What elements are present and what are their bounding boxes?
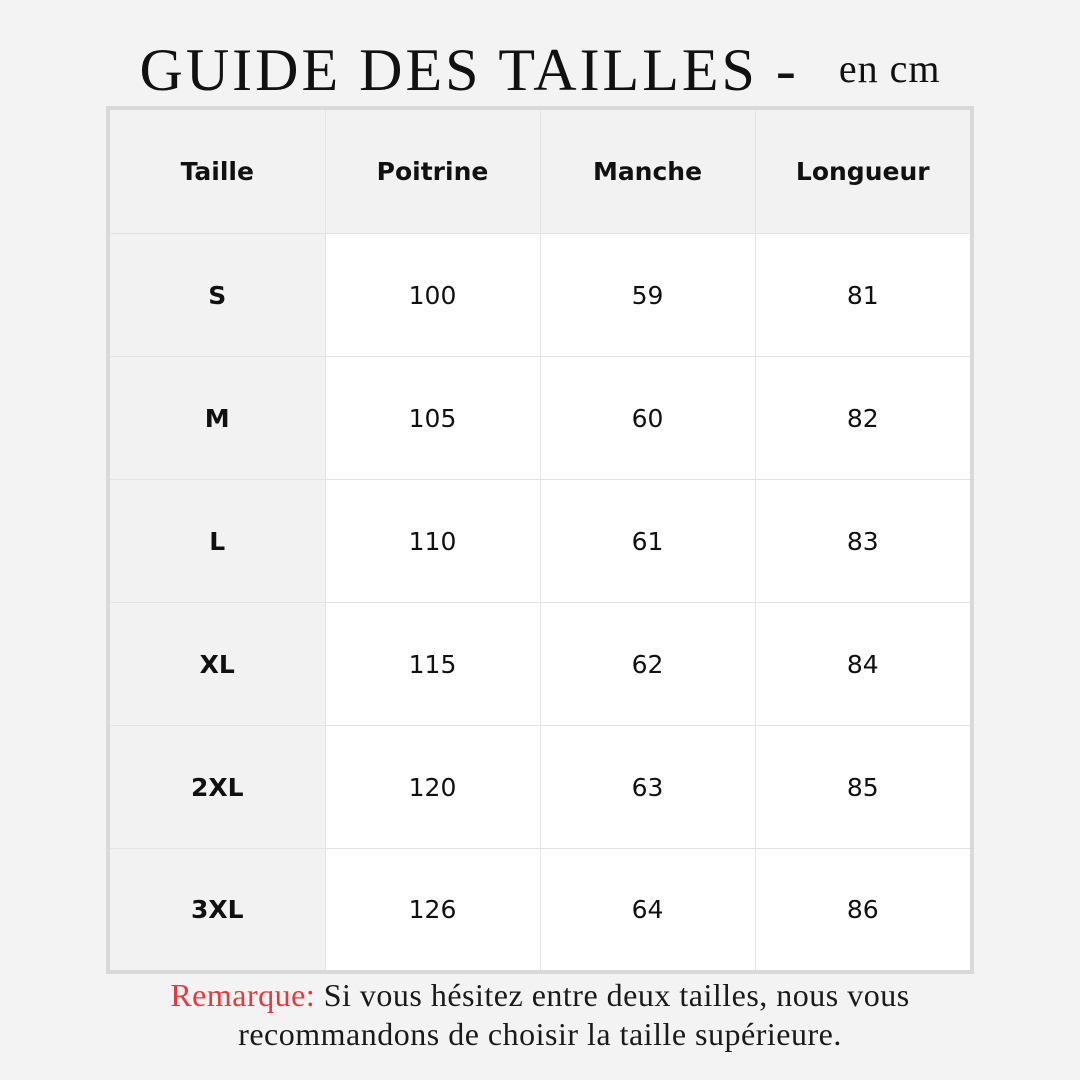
table-row: [110, 357, 970, 480]
size-note: [0, 976, 1080, 1054]
manche-cell: 63: [540, 726, 755, 849]
page-title: [0, 36, 1080, 105]
table-row: [110, 849, 970, 970]
header-taille: Taille: [110, 110, 325, 234]
size-cell: 2XL: [110, 726, 325, 849]
size-cell: 3XL: [110, 849, 325, 970]
longueur-cell: 81: [755, 234, 970, 357]
size-cell: XL: [110, 603, 325, 726]
longueur-cell: 83: [755, 480, 970, 603]
note-line-2: recommandons de choisir la taille supérieure.: [238, 1016, 842, 1052]
poitrine-cell: 115: [325, 603, 540, 726]
note-text-1: Si vous hésitez entre deux tailles, nous vous: [315, 977, 910, 1013]
header-longueur: Longueur: [755, 110, 970, 234]
poitrine-cell: 126: [325, 849, 540, 970]
note-line-1: [0, 976, 1080, 1015]
size-cell: M: [110, 357, 325, 480]
longueur-cell: 86: [755, 849, 970, 970]
size-cell: S: [110, 234, 325, 357]
manche-cell: 59: [540, 234, 755, 357]
size-table: [110, 110, 970, 970]
poitrine-cell: 100: [325, 234, 540, 357]
longueur-cell: 84: [755, 603, 970, 726]
manche-cell: 64: [540, 849, 755, 970]
title-main: GUIDE DES TAILLES -: [139, 37, 799, 103]
table-row: [110, 603, 970, 726]
manche-cell: 60: [540, 357, 755, 480]
table-row: [110, 726, 970, 849]
title-unit: en cm: [838, 46, 941, 91]
manche-cell: 62: [540, 603, 755, 726]
table-header-row: [110, 110, 970, 234]
table-row: [110, 234, 970, 357]
poitrine-cell: 110: [325, 480, 540, 603]
header-poitrine: Poitrine: [325, 110, 540, 234]
header-manche: Manche: [540, 110, 755, 234]
size-cell: L: [110, 480, 325, 603]
longueur-cell: 82: [755, 357, 970, 480]
note-label: Remarque:: [170, 977, 316, 1013]
manche-cell: 61: [540, 480, 755, 603]
longueur-cell: 85: [755, 726, 970, 849]
table-row: [110, 480, 970, 603]
poitrine-cell: 120: [325, 726, 540, 849]
size-table-frame: [106, 106, 974, 974]
poitrine-cell: 105: [325, 357, 540, 480]
